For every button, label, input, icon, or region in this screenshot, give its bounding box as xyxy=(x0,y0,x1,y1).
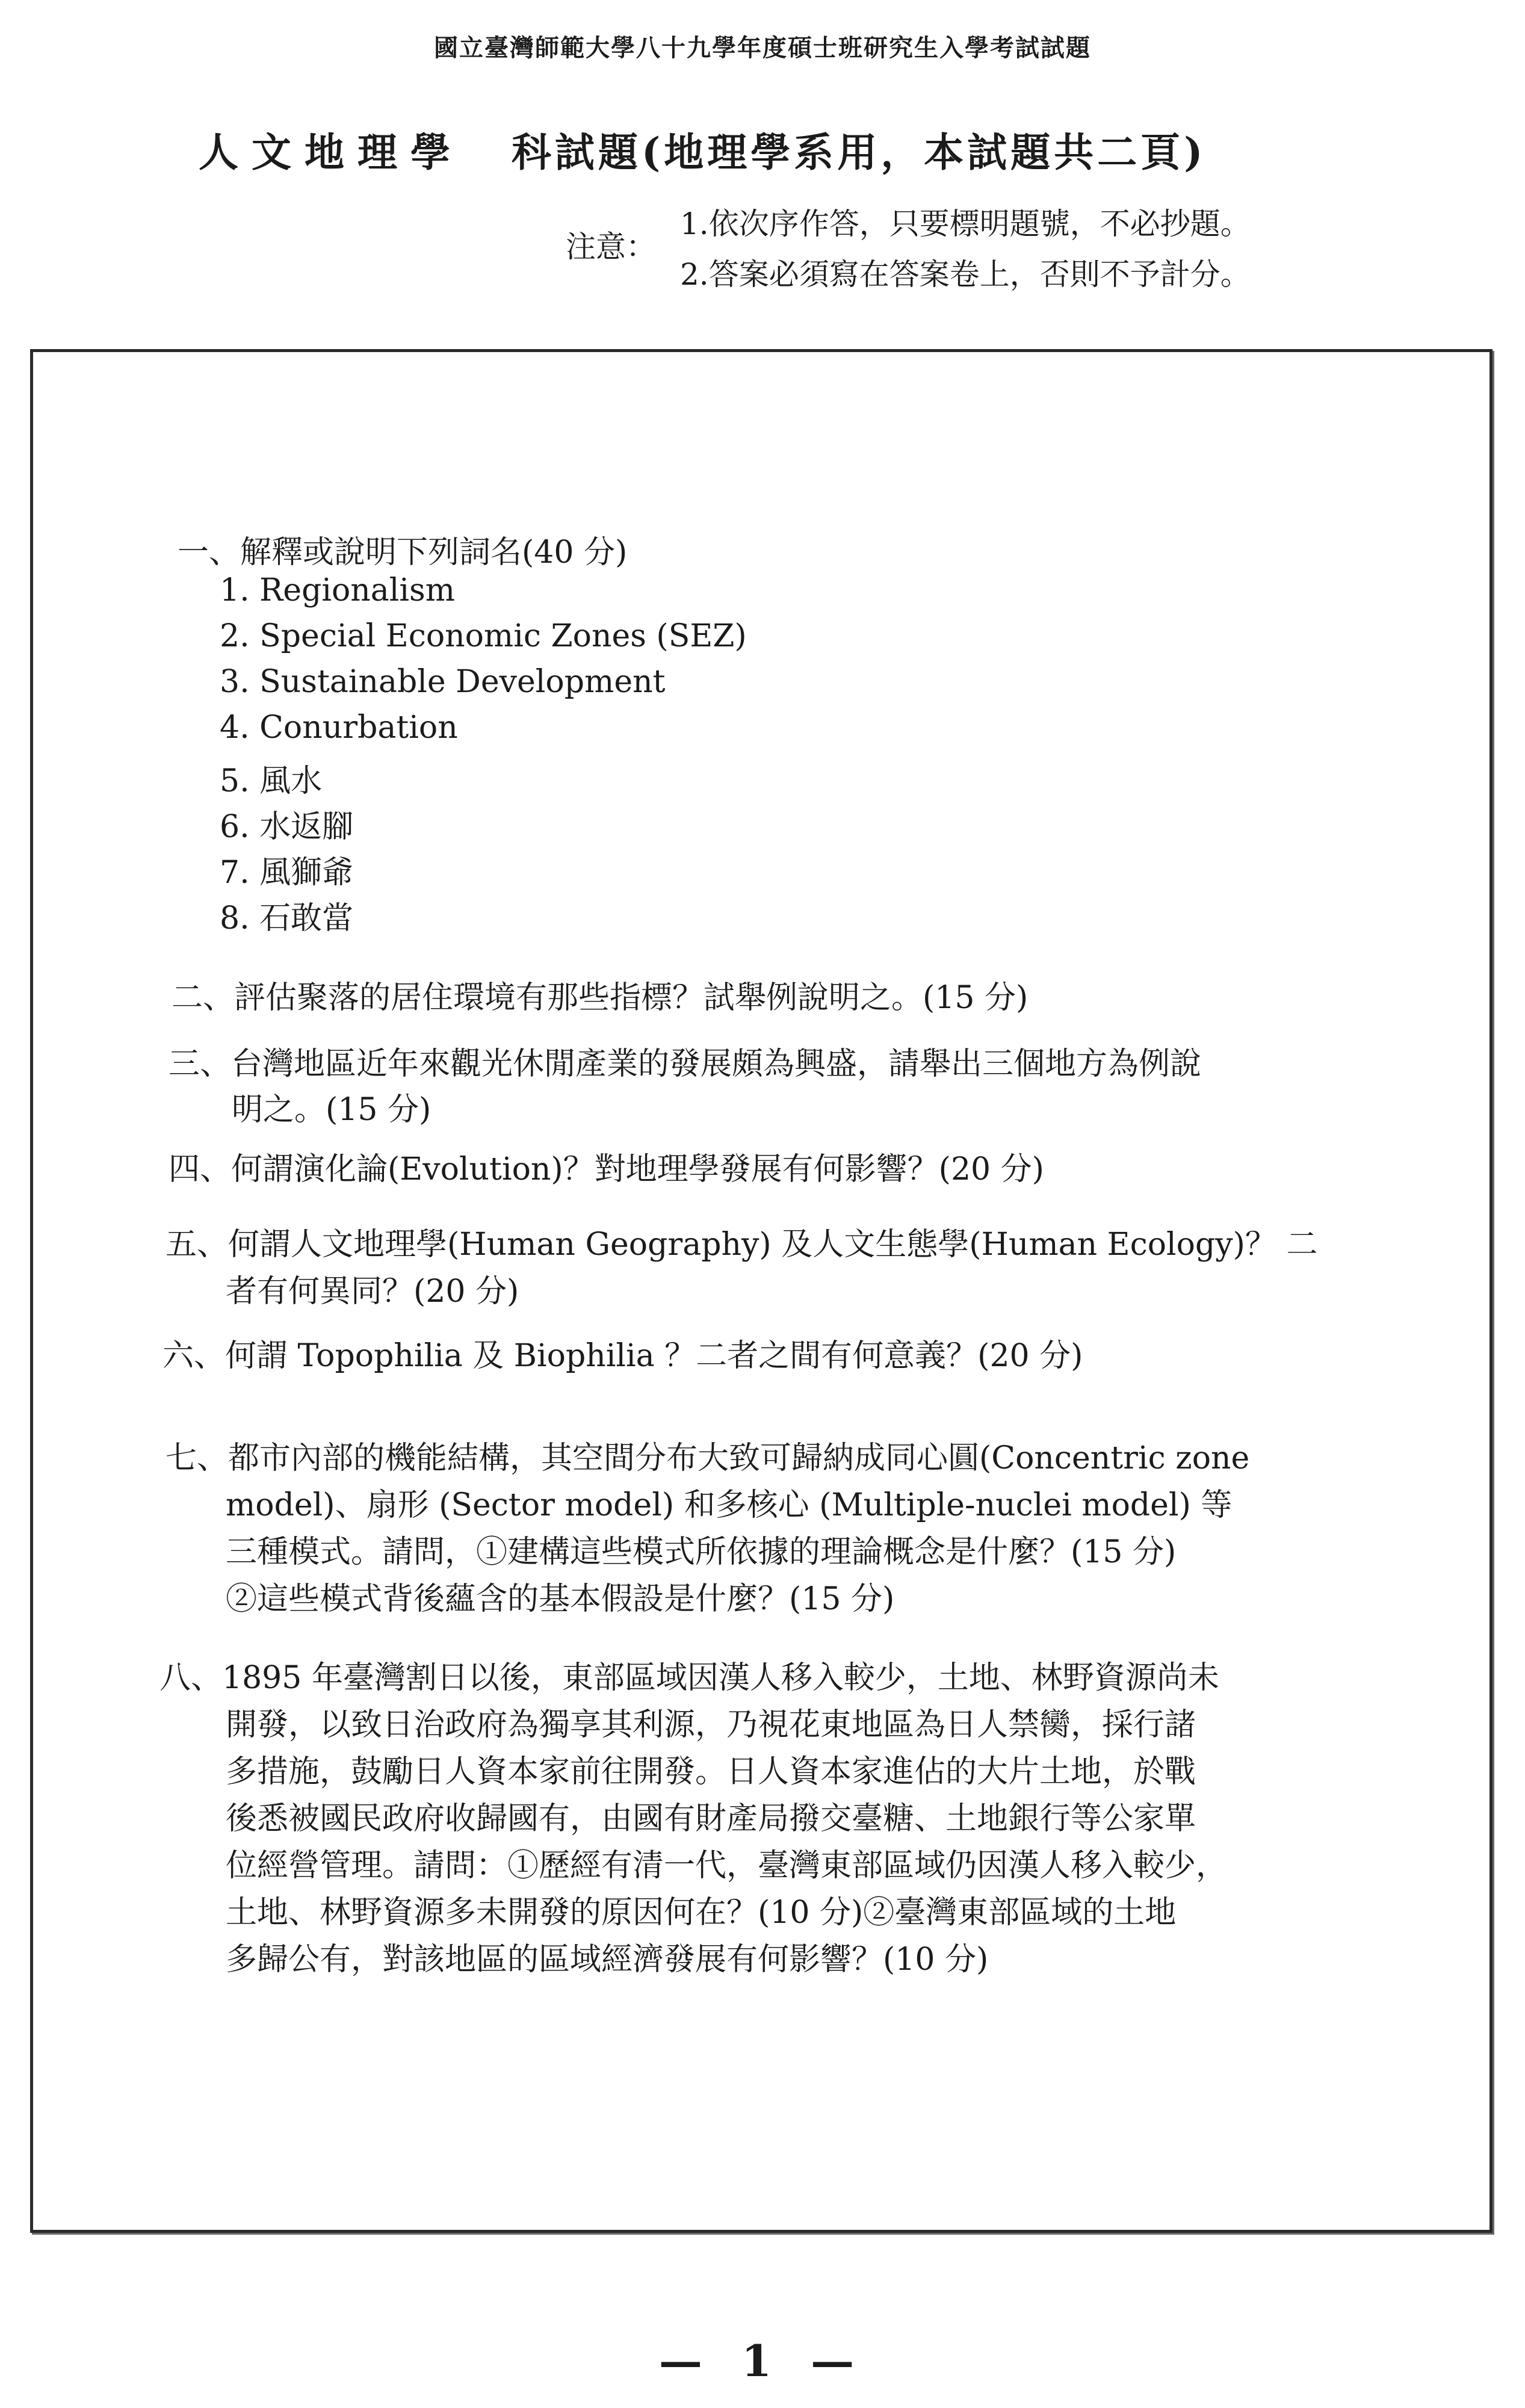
question-3-line: 三、台灣地區近年來觀光休閒產業的發展頗為興盛，請舉出三個地方為例說 xyxy=(169,1046,1202,1082)
question-8-line: 多措施，鼓勵日人資本家前往開發。日人資本家進佔的大片土地，於戰 xyxy=(226,1754,1196,1790)
question-1-heading: 一、解釋或說明下列詞名(40 分) xyxy=(178,534,628,571)
question-4-line: 四、何謂演化論(Evolution)？對地理學發展有何影響？(20 分) xyxy=(169,1151,1044,1187)
page-number: — 1 — xyxy=(658,2335,867,2386)
question-8-line: 土地、林野資源多未開發的原因何在？(10 分)②臺灣東部區域的土地 xyxy=(226,1895,1177,1931)
question-7-line: 三種模式。請問，①建構這些模式所依據的理論概念是什麼？(15 分) xyxy=(226,1534,1177,1570)
term-item: 5. 風水 xyxy=(220,763,323,799)
question-3-line: 明之。(15 分) xyxy=(232,1092,432,1128)
notice-item: 1.依次序作答，只要標明題號，不必抄題。 xyxy=(680,206,1251,241)
term-item: 2. Special Economic Zones (SEZ) xyxy=(220,618,747,654)
subject-line xyxy=(199,120,1206,178)
notice-items xyxy=(680,199,1251,300)
term-item: 8. 石敢當 xyxy=(220,900,354,936)
subject-name: 人文地理學 xyxy=(199,129,463,176)
term-item: 3. Sustainable Development xyxy=(220,664,666,700)
question-8-line: 開發，以致日治政府為獨享其利源，乃視花東地區為日人禁臠，採行諸 xyxy=(226,1707,1196,1743)
question-7-line: ②這些模式背後蘊含的基本假設是什麼？(15 分) xyxy=(226,1581,895,1617)
question-6-line: 六、何謂 Topophilia 及 Biophilia ？二者之間有何意義？(20 分) xyxy=(162,1338,1083,1374)
question-2-line: 二、評估聚落的居住環境有那些指標？試舉例說明之。(15 分) xyxy=(172,980,1029,1016)
term-item: 7. 風獅爺 xyxy=(220,855,354,891)
question-5-line: 五、何謂人文地理學(Human Geography) 及人文生態學(Human Ecology)？ 二 xyxy=(165,1227,1318,1263)
subject-description: 科試題(地理學系用，本試題共二頁) xyxy=(512,129,1207,176)
page-title: 國立臺灣師範大學八十九學年度碩士班研究生入學考試試題 xyxy=(434,34,1091,62)
question-7-line: model)、扇形 (Sector model) 和多核心 (Multiple-nuclei model) 等 xyxy=(226,1487,1233,1523)
question-8-line: 多歸公有，對該地區的區域經濟發展有何影響？(10 分) xyxy=(226,1942,989,1978)
question-8-line: 後悉被國民政府收歸國有，由國有財產局撥交臺糖、土地銀行等公家單 xyxy=(226,1801,1196,1837)
question-7-line: 七、都市內部的機能結構，其空間分布大致可歸納成同心圓(Concentric zone xyxy=(165,1440,1250,1476)
notice-label: 注意： xyxy=(566,229,656,264)
exam-question-frame xyxy=(30,349,1493,2233)
question-5-line: 者有何異同？(20 分) xyxy=(226,1274,519,1310)
question-8-line: 位經營管理。請問：①歷經有清一代，臺灣東部區域仍因漢人移入較少， xyxy=(226,1848,1228,1884)
question-8-line: 八、1895 年臺灣割日以後，東部區域因漢人移入較少，土地、林野資源尚未 xyxy=(159,1660,1219,1696)
term-item: 1. Regionalism xyxy=(220,572,456,608)
notice-item: 2.答案必須寫在答案卷上，否則不予計分。 xyxy=(680,257,1251,292)
term-item: 4. Conurbation xyxy=(220,710,458,746)
term-item: 6. 水返腳 xyxy=(220,809,354,845)
